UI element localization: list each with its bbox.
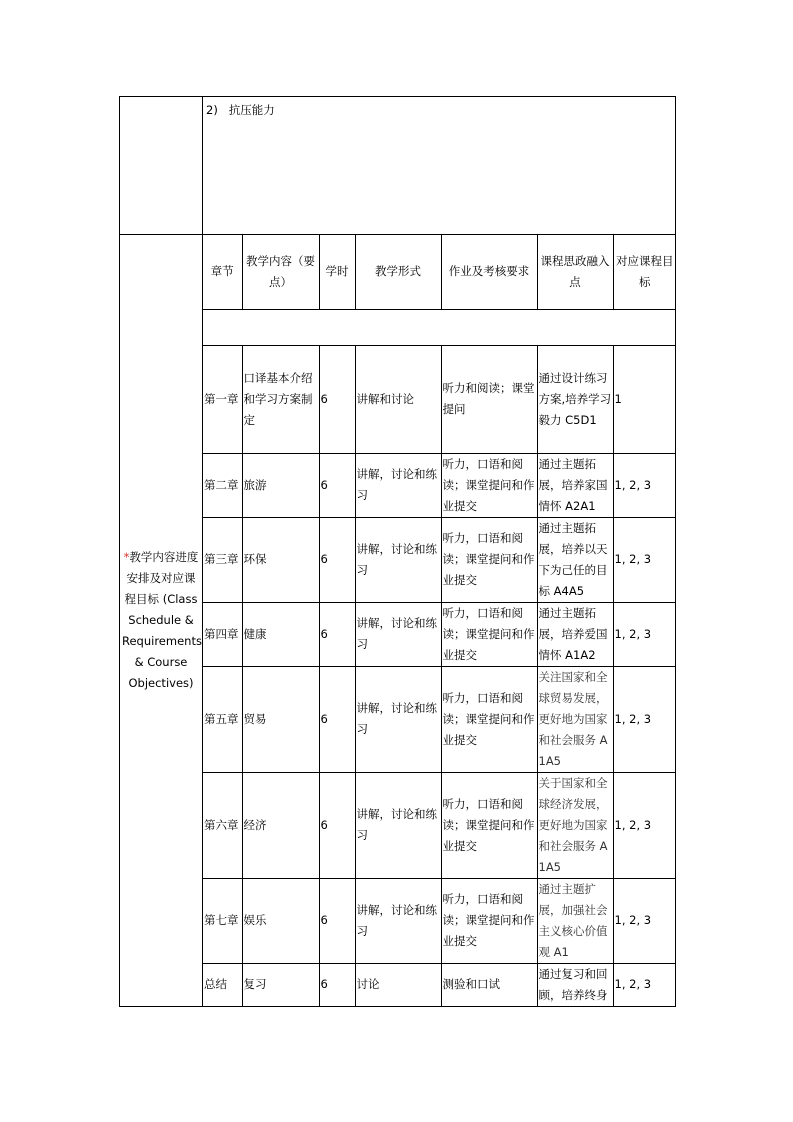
cell-hours: 6 <box>319 666 355 772</box>
cell-chapter: 第三章 <box>203 517 242 602</box>
table-row <box>203 772 676 878</box>
cell-form: 讨论 <box>355 963 441 1006</box>
syllabus-table <box>119 96 676 1007</box>
cell-hours: 6 <box>319 772 355 878</box>
cell-chapter: 第七章 <box>203 878 242 963</box>
cell-ideology: 通过主题拓展，培养以天下为己任的目标 A4A5 <box>537 517 613 602</box>
cell-assessment: 测验和口试 <box>441 963 537 1006</box>
cell-content: 经济 <box>242 772 319 878</box>
cell-chapter: 第四章 <box>203 602 242 666</box>
header-hours: 学时 <box>319 235 355 309</box>
cell-content: 复习 <box>242 963 319 1006</box>
cell-form: 讲解，讨论和练习 <box>355 772 441 878</box>
cell-hours: 6 <box>319 345 355 453</box>
cell-objectives: 1, 2, 3 <box>613 517 676 602</box>
cell-hours: 6 <box>319 517 355 602</box>
spacer-row <box>203 309 676 345</box>
cell-objectives: 1, 2, 3 <box>613 963 676 1006</box>
cell-assessment: 听力，口语和阅读；课堂提问和作业提交 <box>441 772 537 878</box>
cell-hours: 6 <box>319 453 355 517</box>
cell-ideology: 通过主题拓展，培养家国情怀 A2A1 <box>537 453 613 517</box>
cell-content: 娱乐 <box>242 878 319 963</box>
cell-chapter: 第五章 <box>203 666 242 772</box>
cell-assessment: 听力，口语和阅读；课堂提问和作业提交 <box>441 602 537 666</box>
cell-form: 讲解和讨论 <box>355 345 441 453</box>
cell-hours: 6 <box>319 602 355 666</box>
cell-content: 旅游 <box>242 453 319 517</box>
cell-form: 讲解，讨论和练习 <box>355 453 441 517</box>
cell-form: 讲解，讨论和练习 <box>355 602 441 666</box>
cell-hours: 6 <box>319 878 355 963</box>
header-row <box>203 235 676 309</box>
cell-content: 口译基本介绍和学习方案制定 <box>242 345 319 453</box>
spacer-cell <box>203 309 676 345</box>
cell-content: 贸易 <box>242 666 319 772</box>
header-ideology: 课程思政融入点 <box>537 235 613 309</box>
cell-form: 讲解，讨论和练习 <box>355 666 441 772</box>
cell-chapter: 第六章 <box>203 772 242 878</box>
cell-content: 环保 <box>242 517 319 602</box>
cell-assessment: 听力和阅读；课堂提问 <box>441 345 537 453</box>
cell-chapter: 总结 <box>203 963 242 1006</box>
cell-objectives: 1, 2, 3 <box>613 772 676 878</box>
cell-form: 讲解，讨论和练习 <box>355 517 441 602</box>
empty-label-cell <box>120 97 203 235</box>
cell-ideology: 关于国家和全球经济发展，更好地为国家和社会服务 A1A5 <box>537 772 613 878</box>
header-form: 教学形式 <box>355 235 441 309</box>
cell-objectives: 1, 2, 3 <box>613 602 676 666</box>
cell-assessment: 听力，口语和阅读；课堂提问和作业提交 <box>441 878 537 963</box>
table-row <box>203 963 676 1006</box>
cell-objectives: 1, 2, 3 <box>613 666 676 772</box>
cell-hours: 6 <box>319 963 355 1006</box>
cell-form: 讲解，讨论和练习 <box>355 878 441 963</box>
table-row <box>203 878 676 963</box>
header-objectives: 对应课程目标 <box>613 235 676 309</box>
schedule-cell <box>203 235 676 1007</box>
table-row <box>203 602 676 666</box>
cell-ideology: 通过复习和回顾，培养终身 <box>537 963 613 1006</box>
table-row <box>203 666 676 772</box>
cell-chapter: 第二章 <box>203 453 242 517</box>
table-row <box>203 517 676 602</box>
cell-assessment: 听力，口语和阅读；课堂提问和作业提交 <box>441 453 537 517</box>
cell-ideology: 通过设计练习方案,培养学习毅力 C5D1 <box>537 345 613 453</box>
header-content: 教学内容（要点） <box>242 235 319 309</box>
cell-ideology: 通过主题扩展，加强社会主义核心价值观 A1 <box>537 878 613 963</box>
cell-assessment: 听力，口语和阅读；课堂提问和作业提交 <box>441 517 537 602</box>
cell-objectives: 1 <box>613 345 676 453</box>
section-label-cell <box>120 235 203 1007</box>
table-row <box>203 453 676 517</box>
cell-ideology: 通过主题拓展，培养爱国情怀 A1A2 <box>537 602 613 666</box>
header-chapter: 章节 <box>203 235 242 309</box>
required-star: * <box>123 549 130 564</box>
cell-chapter: 第一章 <box>203 345 242 453</box>
table-row <box>203 345 676 453</box>
cell-ideology: 关注国家和全球贸易发展，更好地为国家和社会服务 A1A5 <box>537 666 613 772</box>
header-assessment: 作业及考核要求 <box>441 235 537 309</box>
cell-assessment: 听力，口语和阅读；课堂提问和作业提交 <box>441 666 537 772</box>
schedule-table <box>203 235 676 1006</box>
cell-content: 健康 <box>242 602 319 666</box>
cell-objectives: 1, 2, 3 <box>613 453 676 517</box>
section-label: 教学内容进度安排及对应课程目标 (Class Schedule & Requirements & Course Objectives) <box>122 549 202 690</box>
cell-objectives: 1, 2, 3 <box>613 878 676 963</box>
ability-item: 2) 抗压能力 <box>203 97 676 235</box>
